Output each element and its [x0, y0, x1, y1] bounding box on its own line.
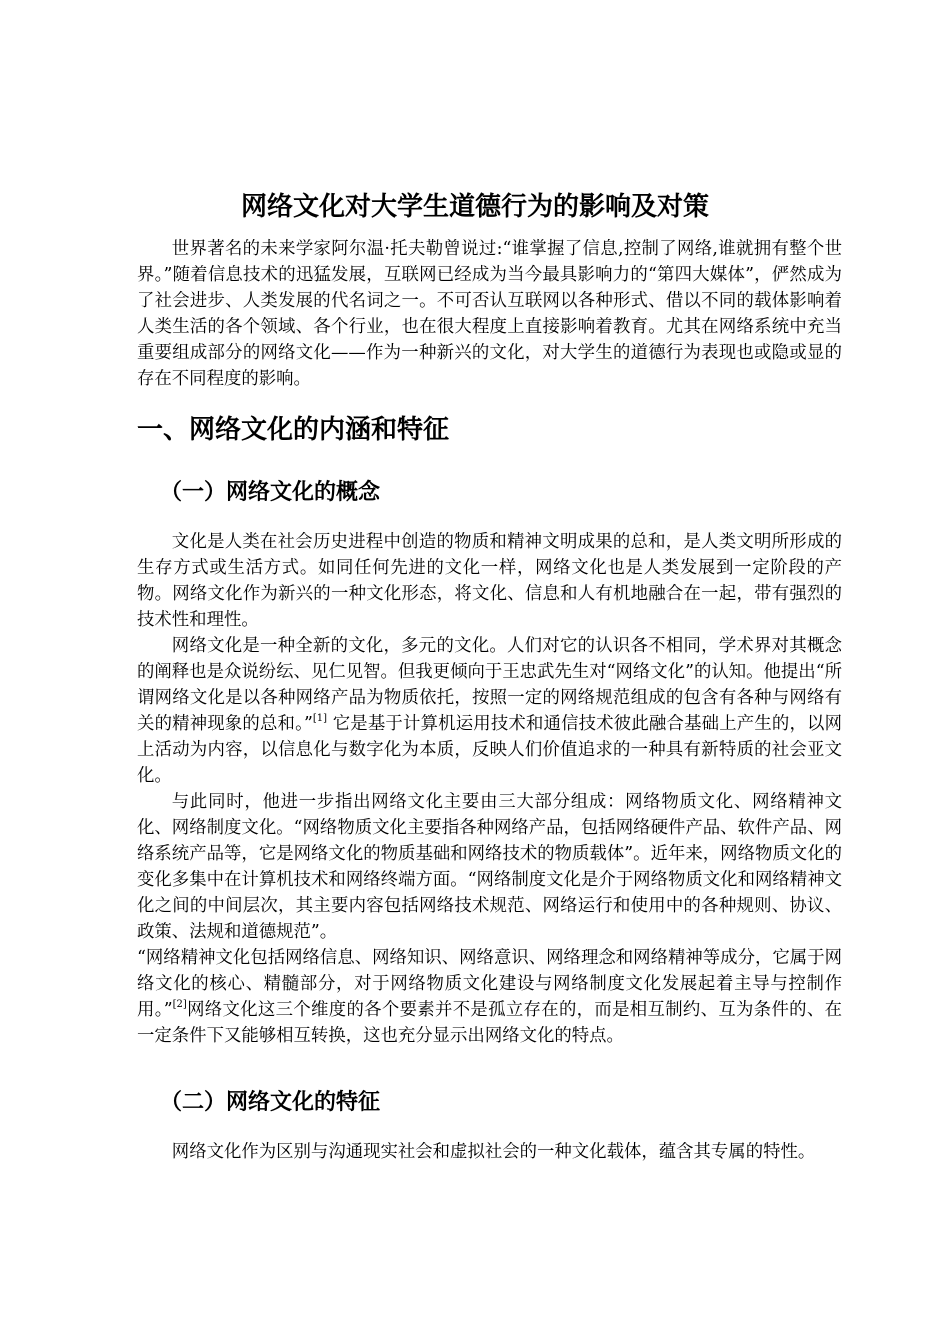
concept-paragraph-2-text-a: 网络文化是一种全新的文化，多元的文化。人们对它的认识各不相同，学术界对其概念的阐释也是众说纷纭、见仁见智。但我更倾向于王忠武先生对“网络文化”的认知。他提出“所谓网络文化是以各种网络产品为物质依托，按照一定的网络规范组成的包含有各种与网络有关的精神现象的总和。” [137, 636, 842, 734]
section-heading: 一、网络文化的内涵和特征 [137, 415, 450, 445]
document-title: 网络文化对大学生道德行为的影响及对策 [240, 192, 709, 223]
concept-paragraph-2 [137, 633, 842, 789]
concept-paragraph-2-text-b: 它是基于计算机运用技术和通信技术彼此融合基础上产生的，以网上活动为内容，以信息化与数字化为本质，反映人们价值追求的一种具有新特质的社会亚文化。 [137, 714, 842, 786]
concept-paragraph-1: 文化是人类在社会历史进程中创造的物质和精神文明成果的总和，是人类文明所形成的生存方式或生活方式。如同任何先进的文化一样，网络文化也是人类发展到一定阶段的产物。网络文化作为新兴的一种文化形态，将文化、信息和人有机地融合在一起，带有强烈的技术性和理性。 [137, 532, 842, 630]
intro-paragraph: 世界著名的未来学家阿尔温·托夫勒曾说过:“谁掌握了信息,控制了网络,谁就拥有整个世界。”随着信息技术的迅猛发展，互联网已经成为当今最具影响力的“第四大媒体”，俨然成为了社会进步、人类发展的代名词之一。不可否认互联网以各种形式、借以不同的载体影响着人类生活的各个领域、各个行业，也在很大程度上直接影响着教育。尤其在网络系统中充当重要组成部分的网络文化——作为一种新兴的文化，对大学生的道德行为表现也或隐或显的存在不同程度的影响。 [137, 239, 842, 389]
features-paragraph-1: 网络文化作为区别与沟通现实社会和虚拟社会的一种文化载体，蕴含其专属的特性。 [171, 1142, 816, 1162]
concept-paragraph-3-text-c: 网络文化这三个维度的各个要素并不是孤立存在的，而是相互制约、互为条件的、在一定条件下又能够相互转换，这也充分显示出网络文化的特点。 [137, 1000, 842, 1046]
subsection-heading-concept: （一）网络文化的概念 [160, 480, 381, 505]
concept-paragraph-3-cont [137, 945, 842, 1049]
citation-ref-2: [2] [172, 999, 187, 1010]
concept-paragraph-3: 与此同时，他进一步指出网络文化主要由三大部分组成：网络物质文化、网络精神文化、网络制度文化。“网络物质文化主要指各种网络产品，包括网络硬件产品、软件产品、网络系统产品等，它是网络文化的物质基础和网络技术的物质载体”。近年来，网络物质文化的变化多集中在计算机技术和网络终端方面。“网络制度文化是介于网络物质文化和网络精神文化之间的中间层次，其主要内容包括网络技术规范、网络运行和使用中的各种规则、协议、政策、法规和道德规范”。 [137, 792, 842, 942]
subsection-heading-features: （二）网络文化的特征 [160, 1090, 381, 1115]
concept-paragraph-3-text-b: “网络精神文化包括网络信息、网络知识、网络意识、网络理念和网络精神等成分，它属于网络文化的核心、精髓部分，对于网络物质文化建设与网络制度文化发展起着主导与控制作用。” [137, 948, 842, 1020]
citation-ref-1: [1] [312, 713, 328, 724]
